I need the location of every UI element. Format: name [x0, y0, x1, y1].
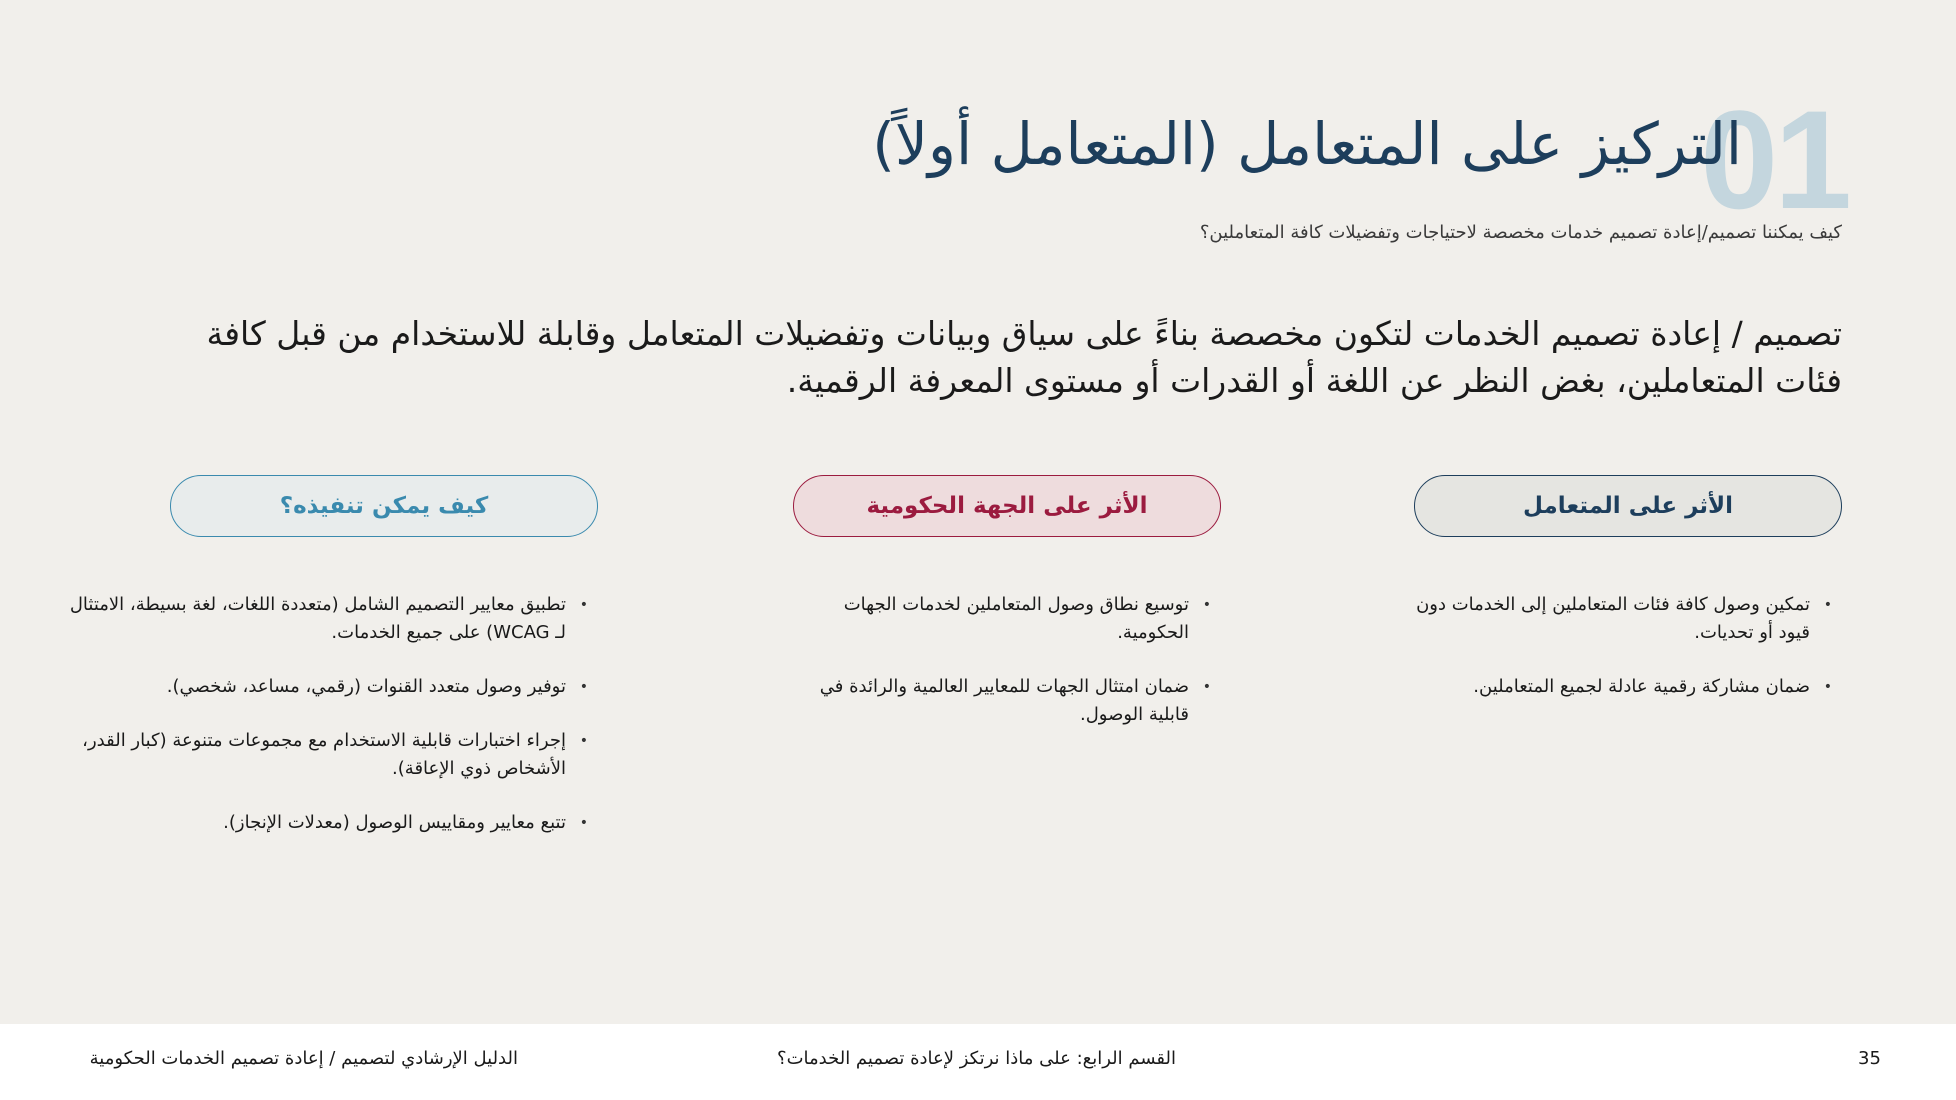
footer-document-title: الدليل الإرشادي لتصميم / إعادة تصميم الخدمات الحكومية — [89, 1048, 518, 1069]
list-item: • ضمان امتثال الجهات للمعايير العالمية والرائدة في قابلية الوصول. — [793, 673, 1189, 729]
page-subtitle: كيف يمكننا تصميم/إعادة تصميم خدمات مخصصة لاحتياجات وتفضيلات كافة المتعاملين؟ — [1199, 222, 1842, 243]
footer-section-title: القسم الرابع: على ماذا نرتكز لإعادة تصميم الخدمات؟ — [777, 1048, 1176, 1069]
list-item: • تتبع معايير ومقاييس الوصول (معدلات الإنجاز). — [66, 809, 566, 837]
customer-impact-heading: الأثر على المتعامل — [1414, 475, 1842, 537]
list-item: • ضمان مشاركة رقمية عادلة لجميع المتعاملين. — [1414, 673, 1810, 701]
column-customer-impact — [1414, 475, 1842, 727]
government-impact-list — [793, 591, 1221, 729]
customer-impact-list — [1414, 591, 1842, 701]
section-header — [742, 81, 1848, 243]
implementation-heading: كيف يمكن تنفيذه؟ — [170, 475, 598, 537]
government-impact-heading: الأثر على الجهة الحكومية — [793, 475, 1221, 537]
lead-paragraph: تصميم / إعادة تصميم الخدمات لتكون مخصصة بناءً على سياق وبيانات وتفضيلات المتعامل وقابلة للاستخدام من قبل كافة فئات المتعاملين، بغض النظر عن اللغة أو القدرات أو مستوى المعرفة الرقمية. — [206, 314, 1842, 400]
page-footer — [0, 1024, 1956, 1100]
column-government-impact — [793, 475, 1221, 755]
page-number: 35 — [1858, 1048, 1881, 1069]
list-item: • إجراء اختبارات قابلية الاستخدام مع مجموعات متنوعة (كبار القدر، الأشخاص ذوي الإعاقة). — [66, 727, 566, 783]
section-number: 01 — [1700, 81, 1848, 238]
column-implementation — [69, 475, 598, 863]
list-item: • تطبيق معايير التصميم الشامل (متعددة اللغات، لغة بسيطة، الامتثال لـ WCAG) على جميع الخدمات. — [66, 591, 566, 647]
list-item: • توسيع نطاق وصول المتعاملين لخدمات الجهات الحكومية. — [793, 591, 1189, 647]
page-title: التركيز على المتعامل (المتعامل أولاً) — [872, 110, 1742, 178]
list-item: • تمكين وصول كافة فئات المتعاملين إلى الخدمات دون قيود أو تحديات. — [1414, 591, 1810, 647]
list-item: • توفير وصول متعدد القنوات (رقمي، مساعد، شخصي). — [66, 673, 566, 701]
implementation-list — [66, 591, 598, 837]
